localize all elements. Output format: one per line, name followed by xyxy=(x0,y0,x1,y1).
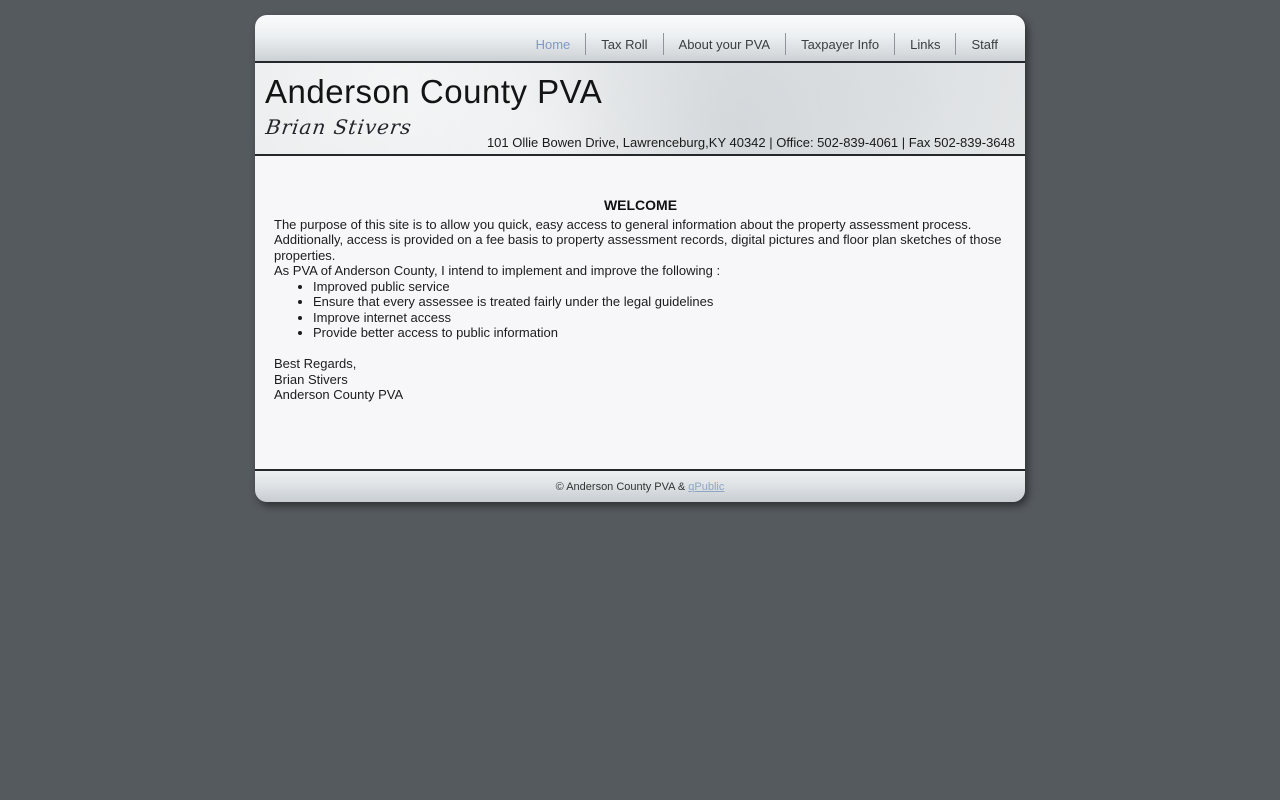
welcome-heading: WELCOME xyxy=(603,197,678,213)
list-item: • Improved public service xyxy=(313,279,1007,295)
nav-item-staff[interactable]: Staff xyxy=(955,33,1013,55)
goals-list xyxy=(274,279,1007,341)
goals-intro: As PVA of Anderson County, I intend to implement and improve the following : xyxy=(274,263,721,278)
main-content xyxy=(255,156,1025,471)
nav-item-taxpayer-info[interactable]: Taxpayer Info xyxy=(785,33,894,55)
nav-item-home[interactable]: Home xyxy=(535,37,571,52)
signoff-org: Anderson County PVA xyxy=(274,387,404,403)
site-title: Anderson County PVA xyxy=(265,73,603,110)
nav-item-tax-roll[interactable]: Tax Roll xyxy=(585,33,662,55)
list-item: • Improve internet access xyxy=(313,310,1007,326)
site-container xyxy=(255,15,1025,502)
qpublic-link[interactable]: qPublic xyxy=(688,480,725,493)
site-footer xyxy=(255,471,1025,502)
intro-paragraph: The purpose of this site is to allow you quick, easy access to general information about the property assessment process. Additionally, access is provided on a fee basis to property assessment records, digital pictures and floor plan sketches of those properties. xyxy=(274,216,1002,263)
office-address: 101 Ollie Bowen Drive, Lawrenceburg,KY 40342 | Office: 502-839-4061 | Fax 502-839-3648 xyxy=(486,135,1015,150)
signoff-regards: Best Regards, xyxy=(274,355,357,371)
site-header xyxy=(255,63,1025,156)
list-item: • Provide better access to public information xyxy=(313,325,1007,341)
nav-item-links[interactable]: Links xyxy=(894,33,955,55)
main-nav xyxy=(255,15,1025,63)
signoff-name: Brian Stivers xyxy=(274,371,348,387)
nav-item-about-your-pva[interactable]: About your PVA xyxy=(663,33,786,55)
signoff-block xyxy=(274,356,1007,403)
list-item: • Ensure that every assessee is treated fairly under the legal guidelines xyxy=(313,294,1007,310)
copyright-text: © Anderson County PVA & xyxy=(555,480,686,493)
pva-signature: Brian Stivers xyxy=(264,115,414,139)
